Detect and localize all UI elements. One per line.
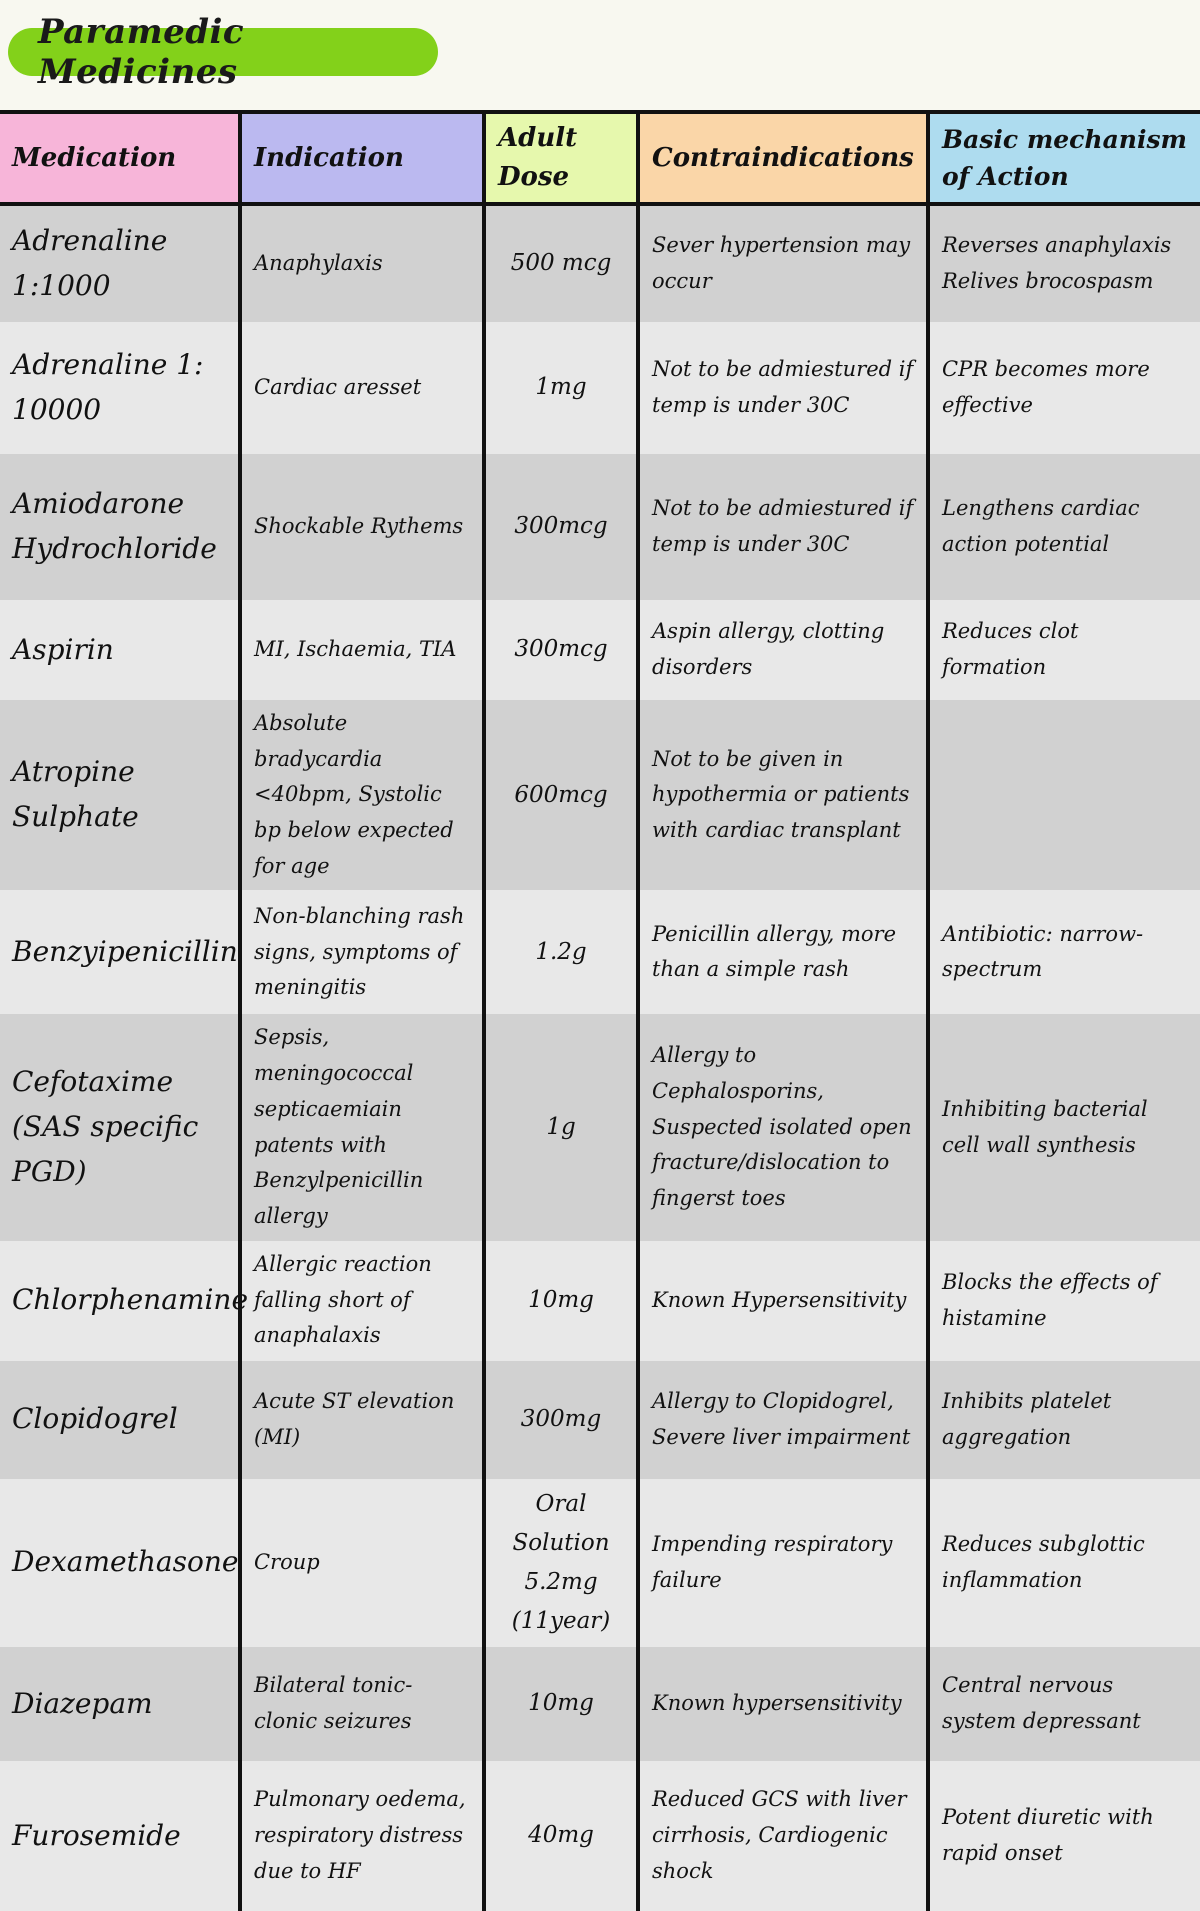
contraindications-cell: Aspin allergy, clotting disorders	[638, 600, 928, 700]
dose-cell: 10mg	[484, 1647, 638, 1761]
table-row	[0, 1647, 1200, 1761]
medication-cell: Chlorphenamine	[0, 1241, 240, 1361]
contraindications-cell: Not to be given in hypothermia or patients with cardiac transplant	[638, 700, 928, 890]
dose-cell: 1.2g	[484, 890, 638, 1014]
table-row	[0, 204, 1200, 322]
indication-cell: Shockable Rythems	[240, 454, 484, 600]
contraindications-cell: Allergy to Cephalosporins, Suspected isolated open fracture/dislocation to fingerst toes	[638, 1014, 928, 1240]
mechanism-cell: Inhibiting bacterial cell wall synthesis	[928, 1014, 1200, 1240]
mechanism-cell: Blocks the effects of histamine	[928, 1241, 1200, 1361]
indication-cell: Absolute bradycardia <40bpm, Systolic bp below expected for age	[240, 700, 484, 890]
mechanism-cell: Reduces subglottic inflammation	[928, 1479, 1200, 1647]
table-row	[0, 1479, 1200, 1647]
table-row	[0, 1761, 1200, 1911]
indication-cell: Acute ST elevation (MI)	[240, 1361, 484, 1479]
dose-cell: 300mg	[484, 1361, 638, 1479]
mechanism-cell: Central nervous system depressant	[928, 1647, 1200, 1761]
mechanism-cell: Lengthens cardiac action potential	[928, 454, 1200, 600]
indication-cell: Allergic reaction falling short of anaphalaxis	[240, 1241, 484, 1361]
table-row	[0, 1241, 1200, 1361]
medication-cell: Amiodarone Hydrochloride	[0, 454, 240, 600]
dose-cell: 300mcg	[484, 600, 638, 700]
mechanism-cell: Reverses anaphylaxis Relives brocospasm	[928, 204, 1200, 322]
table-row	[0, 454, 1200, 600]
medication-cell: Diazepam	[0, 1647, 240, 1761]
medication-cell: Adrenaline 1:1000	[0, 204, 240, 322]
mechanism-cell	[928, 700, 1200, 890]
dose-cell: 300mcg	[484, 454, 638, 600]
contraindications-cell: Not to be admiestured if temp is under 30C	[638, 322, 928, 454]
column-header-adult-dose: Adult Dose	[484, 112, 638, 204]
table-row	[0, 1361, 1200, 1479]
dose-cell: 1mg	[484, 322, 638, 454]
medication-cell: Dexamethasone	[0, 1479, 240, 1647]
mechanism-cell: Inhibits platelet aggregation	[928, 1361, 1200, 1479]
medication-cell: Cefotaxime (SAS specific PGD)	[0, 1014, 240, 1240]
medication-cell: Clopidogrel	[0, 1361, 240, 1479]
dose-cell: Oral Solution 5.2mg (11year)	[484, 1479, 638, 1647]
contraindications-cell: Sever hypertension may occur	[638, 204, 928, 322]
medication-cell: Adrenaline 1: 10000	[0, 322, 240, 454]
column-header-medication: Medication	[0, 112, 240, 204]
mechanism-cell: Reduces clot formation	[928, 600, 1200, 700]
mechanism-cell: CPR becomes more effective	[928, 322, 1200, 454]
column-header-mechanism: Basic mechanism of Action	[928, 112, 1200, 204]
dose-cell: 1g	[484, 1014, 638, 1240]
page-title: Paramedic Medicines	[8, 28, 438, 76]
contraindications-cell: Known Hypersensitivity	[638, 1241, 928, 1361]
contraindications-cell: Impending respiratory failure	[638, 1479, 928, 1647]
medicines-table	[0, 110, 1200, 1911]
table-row	[0, 890, 1200, 1014]
contraindications-cell: Not to be admiestured if temp is under 30C	[638, 454, 928, 600]
indication-cell: Sepsis, meningococcal septicaemiain patents with Benzylpenicillin allergy	[240, 1014, 484, 1240]
indication-cell: Anaphylaxis	[240, 204, 484, 322]
table-row	[0, 1014, 1200, 1240]
contraindications-cell: Known hypersensitivity	[638, 1647, 928, 1761]
indication-cell: Pulmonary oedema, respiratory distress due to HF	[240, 1761, 484, 1911]
contraindications-cell: Allergy to Clopidogrel, Severe liver impairment	[638, 1361, 928, 1479]
table-row	[0, 322, 1200, 454]
column-header-indication: Indication	[240, 112, 484, 204]
table-row	[0, 700, 1200, 890]
medication-cell: Benzyipenicillin	[0, 890, 240, 1014]
medicines-table-wrapper	[0, 110, 1200, 1883]
mechanism-cell: Potent diuretic with rapid onset	[928, 1761, 1200, 1911]
table-row	[0, 600, 1200, 700]
column-header-contraindications: Contraindications	[638, 112, 928, 204]
dose-cell: 40mg	[484, 1761, 638, 1911]
dose-cell: 500 mcg	[484, 204, 638, 322]
medication-cell: Aspirin	[0, 600, 240, 700]
mechanism-cell: Antibiotic: narrow-spectrum	[928, 890, 1200, 1014]
contraindications-cell: Reduced GCS with liver cirrhosis, Cardiogenic shock	[638, 1761, 928, 1911]
indication-cell: Cardiac aresset	[240, 322, 484, 454]
medication-cell: Furosemide	[0, 1761, 240, 1911]
indication-cell: Non-blanching rash signs, symptoms of meningitis	[240, 890, 484, 1014]
indication-cell: Bilateral tonic-clonic seizures	[240, 1647, 484, 1761]
dose-cell: 600mcg	[484, 700, 638, 890]
indication-cell: MI, Ischaemia, TIA	[240, 600, 484, 700]
table-header-row	[0, 112, 1200, 204]
indication-cell: Croup	[240, 1479, 484, 1647]
contraindications-cell: Penicillin allergy, more than a simple rash	[638, 890, 928, 1014]
dose-cell: 10mg	[484, 1241, 638, 1361]
medication-cell: Atropine Sulphate	[0, 700, 240, 890]
